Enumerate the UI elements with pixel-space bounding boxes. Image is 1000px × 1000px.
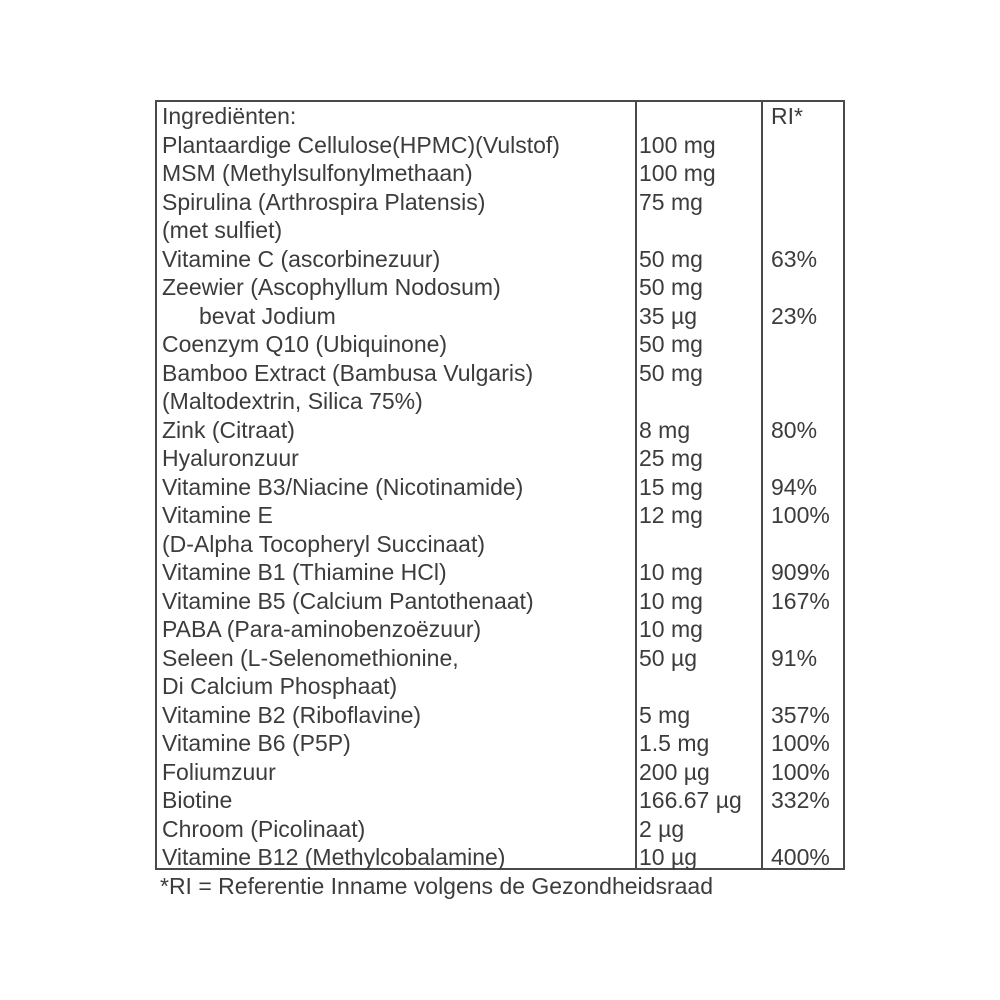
ingredient-name: Spirulina (Arthrospira Platensis) [162, 188, 486, 215]
ingredient-ri: 100% [771, 758, 830, 785]
table-row [157, 302, 843, 331]
header-ri: RI* [771, 103, 803, 129]
ingredient-amount: 200 µg [639, 758, 710, 785]
ingredient-name: Foliumzuur [162, 758, 276, 785]
ingredient-ri: 357% [771, 701, 830, 728]
ingredient-amount: 10 µg [639, 844, 698, 870]
ingredient-amount: 35 µg [639, 302, 698, 329]
table-row [157, 786, 843, 815]
ingredient-ri: 332% [771, 787, 830, 813]
ingredient-ri: 63% [771, 245, 818, 272]
ingredient-amount: 50 µg [639, 644, 698, 671]
ingredient-amount: 10 mg [639, 559, 703, 585]
footnote: *RI = Referentie Inname volgens de Gezondheidsraad [160, 873, 713, 899]
table-row [157, 501, 843, 530]
table-row [157, 729, 843, 758]
ingredient-ri: 100% [771, 502, 830, 528]
table-row [157, 330, 843, 359]
ingredient-name: (D-Alpha Tocopheryl Succinaat) [162, 530, 486, 557]
table-row [157, 159, 843, 188]
ingredient-amount: 100 mg [639, 131, 716, 158]
ingredient-ri: 80% [771, 416, 818, 443]
table-row [157, 558, 843, 587]
ingredient-name: Hyaluronzuur [162, 445, 299, 471]
ingredients-table [155, 100, 845, 870]
ingredient-amount: 5 mg [639, 701, 691, 728]
ingredient-name: Seleen (L-Selenomethionine, [162, 644, 459, 671]
ingredient-ri: 94% [771, 473, 818, 500]
ingredient-amount: 1.5 mg [639, 730, 710, 756]
table-row [157, 701, 843, 730]
table-row [157, 444, 843, 473]
table-row [157, 615, 843, 644]
ingredient-name: Chroom (Picolinaat) [162, 815, 366, 842]
ingredient-ri: 91% [771, 644, 818, 671]
table-row [157, 245, 843, 274]
ingredient-name: Vitamine B6 (P5P) [162, 730, 351, 756]
ingredient-amount: 12 mg [639, 502, 703, 528]
ingredient-amount: 50 mg [639, 331, 703, 357]
ingredient-name: Biotine [162, 787, 233, 813]
ingredient-name: PABA (Para-aminobenzoëzuur) [162, 616, 482, 642]
table-row [157, 758, 843, 787]
ingredient-amount: 2 µg [639, 815, 685, 842]
ingredient-amount: 15 mg [639, 473, 703, 500]
ingredient-amount: 25 mg [639, 445, 703, 471]
ingredient-name: Zeewier (Ascophyllum Nodosum) [162, 274, 501, 300]
table-row [157, 530, 843, 559]
header-ingredients: Ingrediënten: [162, 103, 297, 129]
ingredient-ri: 100% [771, 730, 830, 756]
ingredient-amount: 50 mg [639, 274, 703, 300]
ingredient-ri: 23% [771, 302, 818, 329]
ingredient-ri: 167% [771, 587, 830, 614]
table-row [157, 273, 843, 302]
ingredient-name: Vitamine C (ascorbinezuur) [162, 245, 441, 272]
table-row [157, 216, 843, 245]
ingredient-amount: 8 mg [639, 416, 691, 443]
ingredient-name: (Maltodextrin, Silica 75%) [162, 388, 423, 414]
table-row [157, 416, 843, 445]
ingredient-ri: 400% [771, 844, 830, 870]
table-row [157, 387, 843, 416]
table-row [157, 131, 843, 160]
ingredient-amount: 75 mg [639, 188, 703, 215]
ingredient-name: Vitamine B2 (Riboflavine) [162, 701, 422, 728]
ingredient-ri: 909% [771, 559, 830, 585]
ingredient-name: MSM (Methylsulfonylmethaan) [162, 160, 473, 186]
table-row [157, 473, 843, 502]
ingredient-amount: 50 mg [639, 359, 703, 386]
table-body [157, 102, 843, 872]
ingredient-name: Di Calcium Phosphaat) [162, 673, 398, 699]
ingredient-name: Coenzym Q10 (Ubiquinone) [162, 331, 448, 357]
ingredient-name: Plantaardige Cellulose(HPMC)(Vulstof) [162, 131, 560, 158]
ingredient-name: Vitamine E [162, 502, 273, 528]
table-row [157, 587, 843, 616]
table-row [157, 644, 843, 673]
table-row [157, 188, 843, 217]
table-row [157, 843, 843, 872]
ingredient-amount: 10 mg [639, 616, 703, 642]
ingredient-amount: 166.67 µg [639, 787, 742, 813]
ingredient-name: Vitamine B5 (Calcium Pantothenaat) [162, 587, 534, 614]
table-header-row [157, 102, 843, 131]
ingredient-amount: 100 mg [639, 160, 716, 186]
table-row [157, 815, 843, 844]
ingredient-amount: 10 mg [639, 587, 703, 614]
ingredient-name: bevat Jodium [199, 302, 336, 329]
ingredient-name: (met sulfiet) [162, 217, 283, 243]
table-row [157, 672, 843, 701]
table-row [157, 359, 843, 388]
ingredient-name: Zink (Citraat) [162, 416, 295, 443]
ingredient-name: Vitamine B3/Niacine (Nicotinamide) [162, 473, 524, 500]
ingredient-name: Bamboo Extract (Bambusa Vulgaris) [162, 359, 534, 386]
ingredient-name: Vitamine B1 (Thiamine HCl) [162, 559, 447, 585]
ingredient-amount: 50 mg [639, 245, 703, 272]
ingredient-name: Vitamine B12 (Methylcobalamine) [162, 844, 506, 870]
